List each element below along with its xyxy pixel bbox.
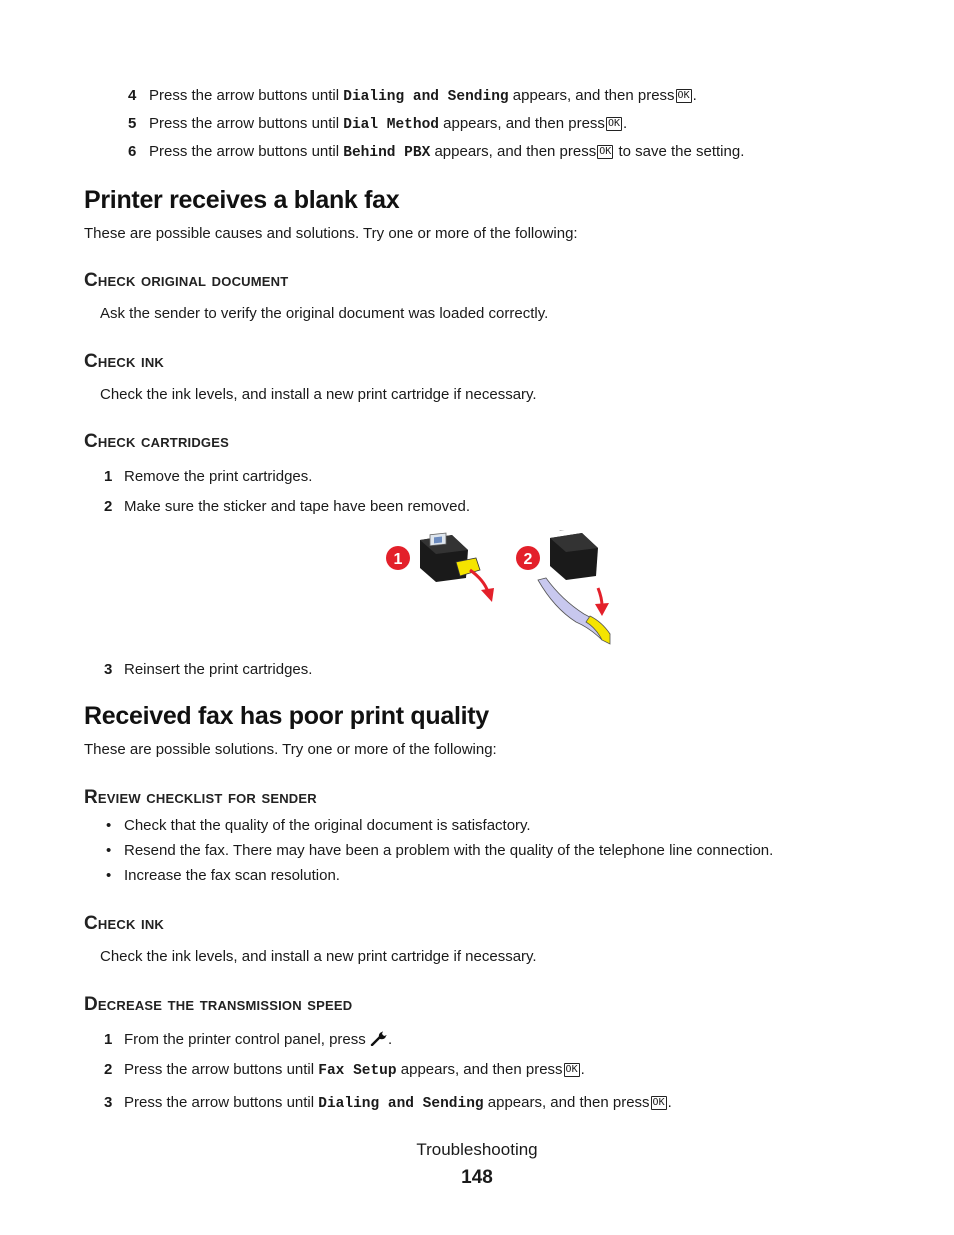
list-item: • Increase the fax scan resolution. (106, 867, 340, 884)
ok-key-icon: OK (599, 146, 612, 157)
paragraph: Check the ink levels, and install a new print cartridge if necessary. (100, 948, 537, 965)
step-5: 5 Press the arrow buttons until Dial Method appears, and then press OK . (128, 115, 628, 133)
bullet-icon: • (106, 842, 112, 859)
subheading-check-cartridges: Check cartridges (84, 431, 229, 452)
cartridge-step-1: 1 Remove the print cartridges. (104, 468, 313, 485)
svg-text:2: 2 (523, 551, 533, 568)
section-intro: These are possible causes and solutions. Try one or more of the following: (84, 225, 578, 242)
section-intro: These are possible solutions. Try one or more of the following: (84, 741, 497, 758)
ok-key-icon: OK (607, 118, 620, 129)
decrease-step-1: 1 From the printer control panel, press . (104, 1031, 393, 1048)
decrease-step-2: 2 Press the arrow buttons until Fax Setup appears, and then press OK . (104, 1061, 585, 1079)
list-item: • Check that the quality of the original document is satisfactory. (106, 817, 531, 834)
subheading-check-ink: Check ink (84, 351, 165, 372)
svg-text:1: 1 (393, 551, 403, 568)
cartridge-step-2: 2 Make sure the sticker and tape have been removed. (104, 498, 471, 515)
callout-1-icon (386, 546, 410, 570)
subheading-check-original: Check original document (84, 270, 289, 291)
section-title-poor-quality: Received fax has poor print quality (84, 702, 489, 730)
bullet-icon: • (106, 867, 112, 884)
footer-section-name: Troubleshooting (416, 1140, 538, 1159)
decrease-step-3: 3 Press the arrow buttons until Dialing and Sending appears, and then press OK . (104, 1094, 672, 1112)
paragraph: Check the ink levels, and install a new print cartridge if necessary. (100, 386, 537, 403)
ok-key-icon: OK (677, 90, 690, 101)
ok-key-icon: OK (565, 1064, 578, 1075)
print-cartridge-icon (420, 533, 480, 582)
paragraph: Ask the sender to verify the original document was loaded correctly. (100, 305, 549, 322)
subheading-check-ink: Check ink (84, 913, 165, 934)
list-item: • Resend the fax. There may have been a problem with the quality of the telephone line connection. (106, 842, 774, 859)
subheading-decrease-speed: Decrease the transmission speed (84, 994, 353, 1015)
print-cartridge-icon (550, 530, 598, 580)
ok-key-icon: OK (652, 1097, 665, 1108)
step-6: 6 Press the arrow buttons until Behind PBX appears, and then press OK to save the setting. (128, 143, 745, 161)
section-title-blank-fax: Printer receives a blank fax (84, 186, 400, 214)
cartridge-illustration (380, 530, 620, 648)
cartridge-step-3: 3 Reinsert the print cartridges. (104, 661, 313, 678)
callout-2-icon (516, 546, 540, 570)
wrench-icon (370, 1030, 388, 1046)
bullet-icon: • (106, 817, 112, 834)
subheading-review-checklist: Review checklist for sender (84, 787, 317, 808)
page-number: 148 (461, 1167, 493, 1188)
step-4: 4 Press the arrow buttons until Dialing and Sending appears, and then press OK . (128, 87, 697, 105)
